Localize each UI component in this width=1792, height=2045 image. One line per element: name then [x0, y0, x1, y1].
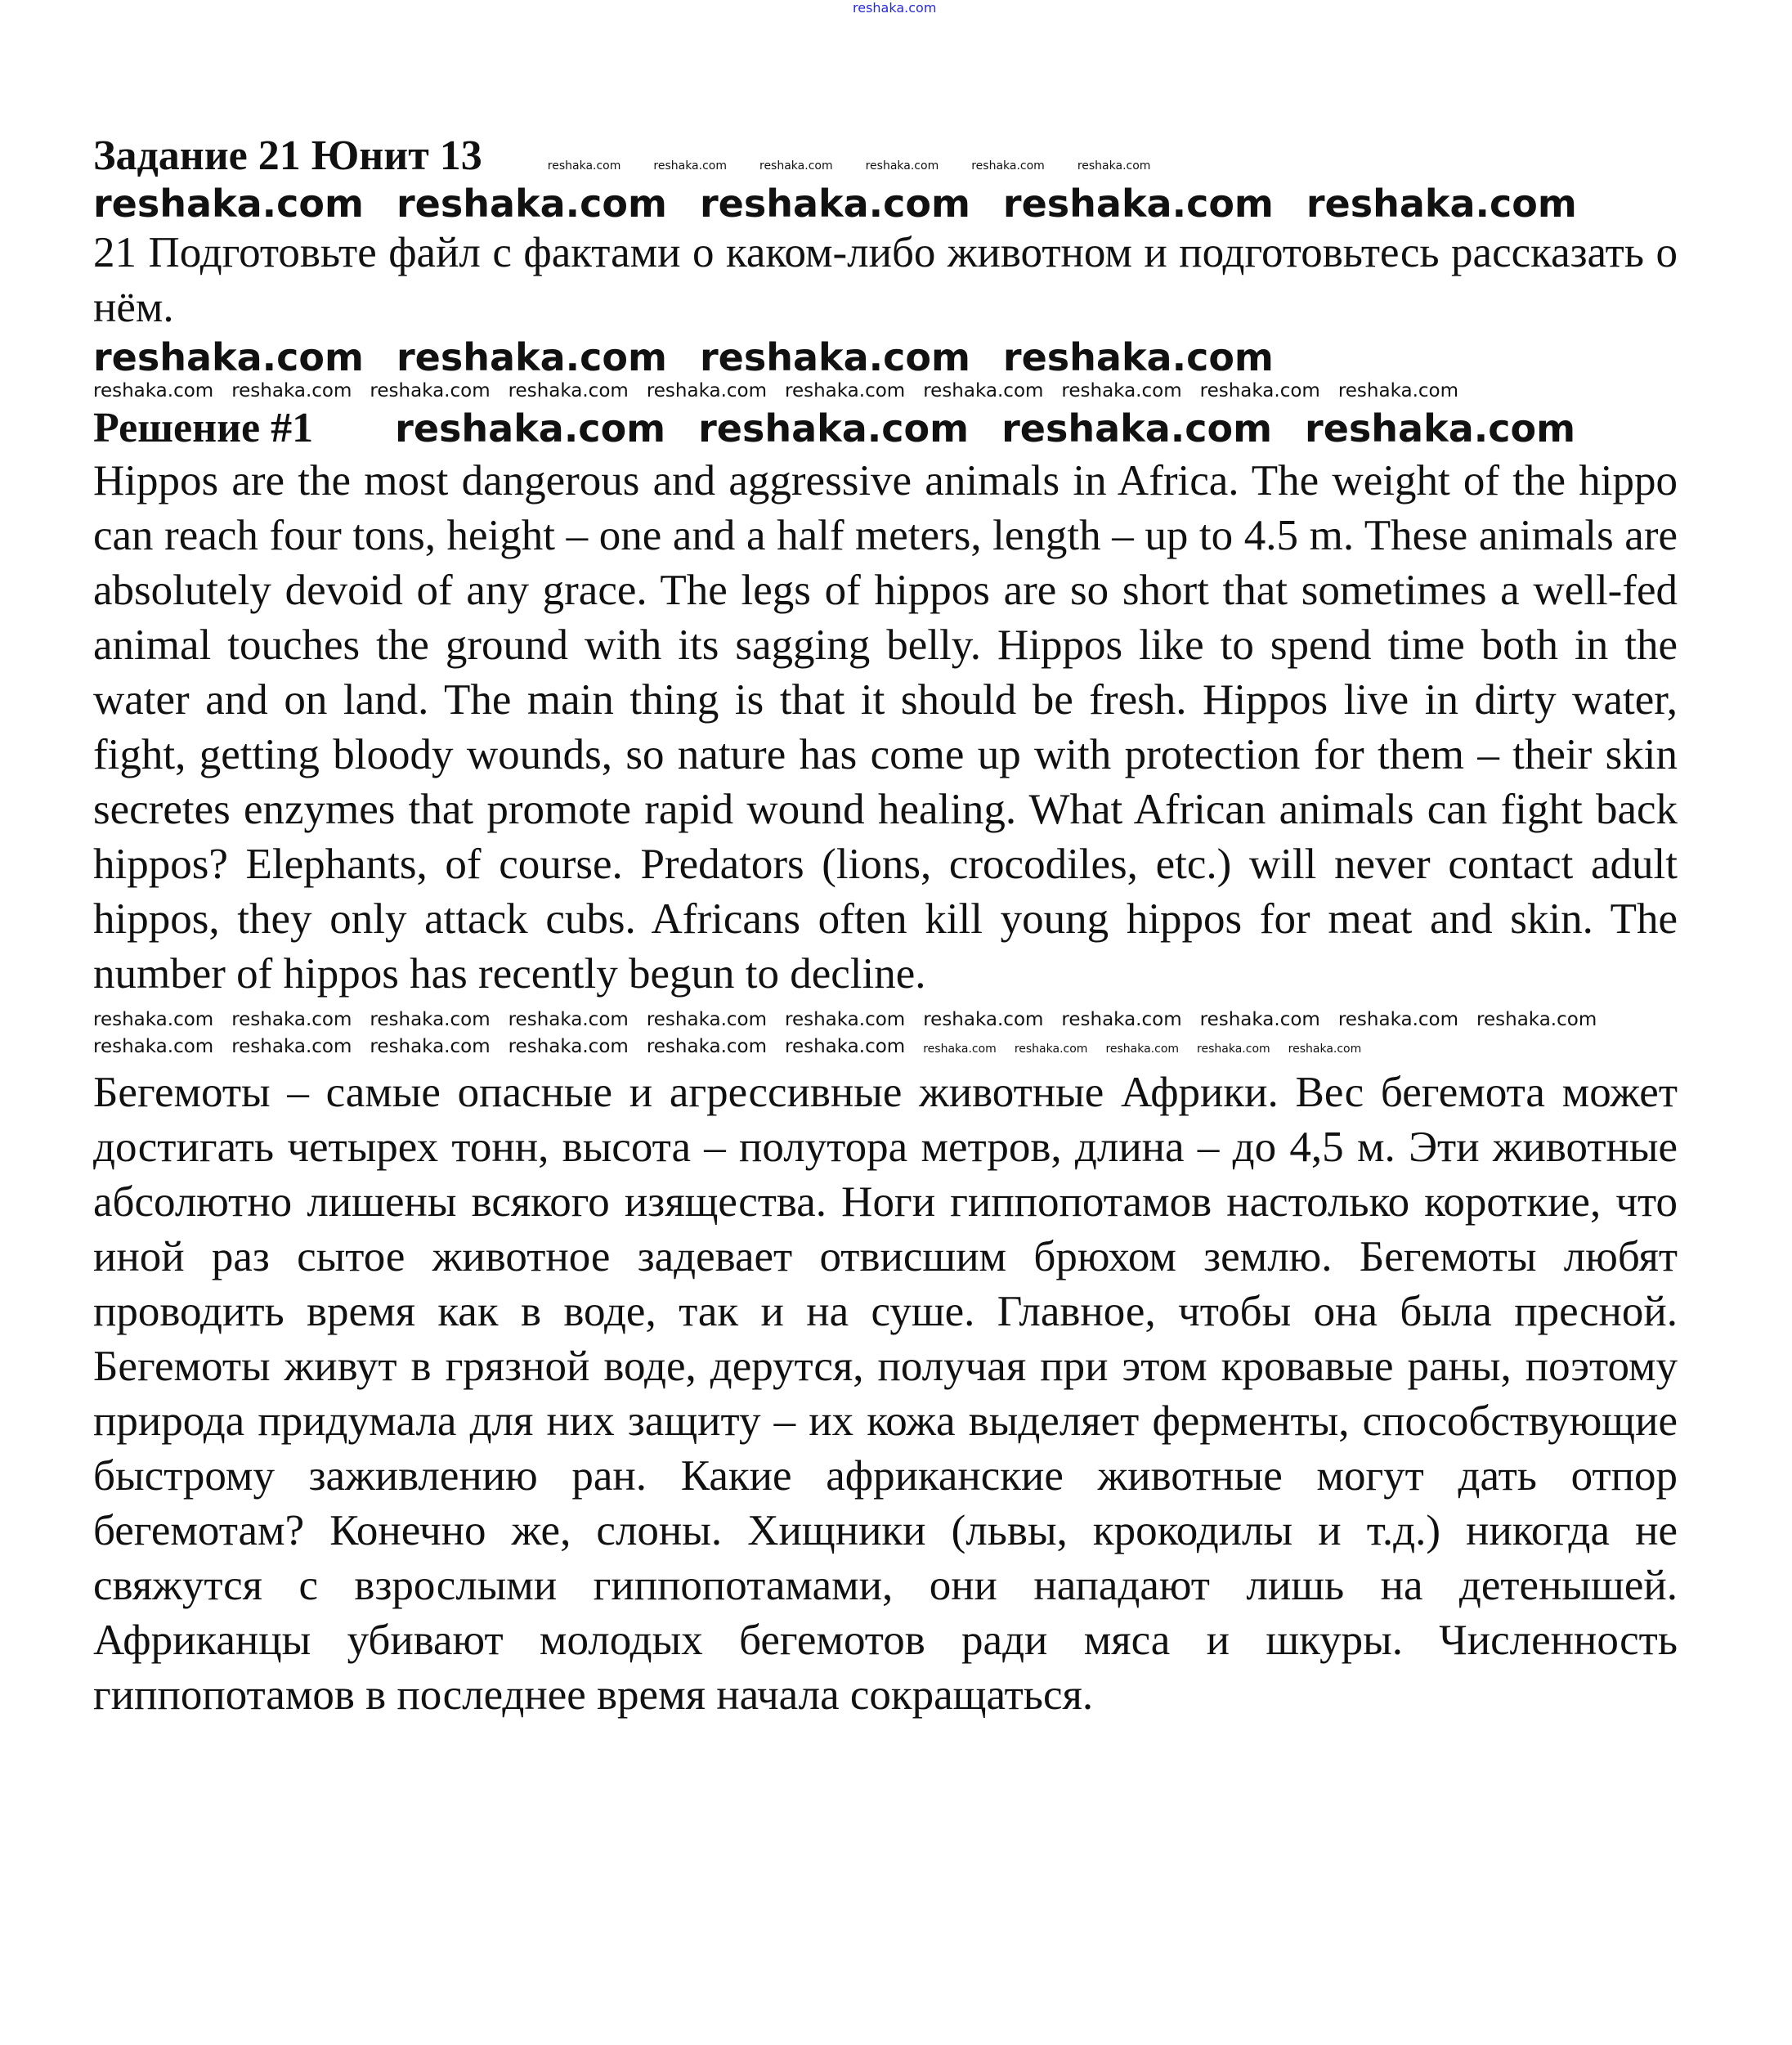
watermark: reshaka.com — [370, 1009, 491, 1030]
watermark-row — [93, 335, 1678, 379]
header-link[interactable]: reshaka.com — [853, 0, 937, 16]
watermark: reshaka.com — [93, 335, 364, 379]
watermark: reshaka.com — [1002, 182, 1274, 226]
watermark: reshaka.com — [699, 182, 970, 226]
russian-paragraph: Бегемоты – самые опасные и агрессивные животные Африки. Вес бегемота может достигать четырех тонн, высота – полутора метров, длина – до 4,5 м. Эти животные абсолютно лишены всякого изящества. Ноги гиппопотамов настолько короткие, что иной раз сытое животное задевает отвисшим брюхом землю. Бегемоты любят проводить время как в воде, так и на суше. Главное, чтобы она была пресной. Бегемоты живут в грязной воде, дерутся, получая при этом кровавые раны, поэтому природа придумала для них защиту – их кожа выделяет ферменты, способствующие быстрому заживлению ран. Какие африканские животные могут дать отпор бегемотам? Конечно же, слоны. Хищники (львы, крокодилы и т.д.) никогда не свяжутся с взрослыми гиппопотамами, они нападают лишь на детенышей. Африканцы убивают молодых бегемотов ради мяса и шкуры. Численность гиппопотамов в последнее время начала сокращаться. — [93, 1069, 1678, 1719]
watermark: reshaka.com — [971, 159, 1045, 173]
watermark: reshaka.com — [865, 159, 939, 173]
watermark: reshaka.com — [1337, 380, 1459, 401]
watermark: reshaka.com — [1197, 1043, 1270, 1056]
watermark: reshaka.com — [785, 1036, 906, 1057]
watermark-row — [93, 379, 1678, 403]
watermark: reshaka.com — [1288, 1043, 1362, 1056]
watermark: reshaka.com — [698, 406, 970, 451]
watermark: reshaka.com — [923, 1009, 1044, 1030]
watermark: reshaka.com — [1001, 406, 1273, 451]
watermark: reshaka.com — [1002, 335, 1274, 379]
watermark: reshaka.com — [93, 380, 214, 401]
watermark: reshaka.com — [1305, 406, 1576, 451]
english-paragraph: Hippos are the most dangerous and aggressive animals in Africa. The weight of the hippo can reach four tons, height – one and a half meters, length – up to 4.5 m. These animals are absolutely devoid of any grace. The legs of hippos are so short that sometimes a well-fed animal touches the ground with its sagging belly. Hippos like to spend time both in the water and on land. The main thing is that it should be fresh. Hippos live in dirty water, fight, getting bloody wounds, so nature has come up with protection for them – their skin secretes enzymes that promote rapid wound healing. What African animals can fight back hippos? Elephants, of course. Predators (lions, crocodiles, etc.) will never contact adult hippos, they only attack cubs. Africans often kill young hippos for meat and skin. The number of hippos has recently begun to decline. — [93, 457, 1678, 998]
watermark-row — [93, 182, 1678, 226]
watermark: reshaka.com — [547, 159, 621, 173]
watermark: reshaka.com — [653, 159, 727, 173]
watermark: reshaka.com — [231, 1036, 352, 1057]
solution-heading: Решение #1 — [93, 405, 314, 451]
watermark: reshaka.com — [1077, 159, 1151, 173]
watermark: reshaka.com — [646, 1036, 768, 1057]
watermark: reshaka.com — [395, 406, 666, 451]
watermark: reshaka.com — [93, 182, 364, 226]
watermark: reshaka.com — [646, 380, 768, 401]
watermark: reshaka.com — [1061, 1009, 1182, 1030]
watermark: reshaka.com — [759, 159, 833, 173]
watermark: reshaka.com — [785, 1009, 906, 1030]
task-text: 21 Подготовьте файл с фактами о каком-либо животном и подготовьтесь рассказать о нём. — [93, 229, 1678, 331]
watermark: reshaka.com — [93, 1036, 214, 1057]
watermark: reshaka.com — [508, 380, 629, 401]
page-title: Задание 21 Юнит 13 — [93, 132, 482, 179]
watermark: reshaka.com — [1105, 1043, 1180, 1056]
watermark: reshaka.com — [785, 380, 906, 401]
watermark: reshaka.com — [396, 182, 667, 226]
watermark: reshaka.com — [923, 1043, 997, 1056]
watermark: reshaka.com — [1337, 1009, 1459, 1030]
watermark: reshaka.com — [1014, 1043, 1088, 1056]
watermark: reshaka.com — [923, 380, 1044, 401]
watermark: reshaka.com — [93, 1009, 214, 1030]
watermark: reshaka.com — [231, 1009, 352, 1030]
watermark: reshaka.com — [699, 335, 970, 379]
watermark: reshaka.com — [396, 335, 667, 379]
watermark: reshaka.com — [646, 1009, 768, 1030]
watermark: reshaka.com — [508, 1036, 629, 1057]
watermark: reshaka.com — [1199, 1009, 1320, 1030]
watermark-row — [93, 1008, 1678, 1059]
document-page — [93, 131, 1678, 1723]
watermark: reshaka.com — [370, 1036, 491, 1057]
watermark: reshaka.com — [1199, 380, 1320, 401]
watermark: reshaka.com — [370, 380, 491, 401]
title-row — [93, 131, 1678, 182]
watermark: reshaka.com — [1476, 1009, 1597, 1030]
watermark: reshaka.com — [508, 1009, 629, 1030]
solution-row — [93, 403, 1678, 454]
watermark: reshaka.com — [1306, 182, 1577, 226]
watermark: reshaka.com — [231, 380, 352, 401]
watermark: reshaka.com — [1061, 380, 1182, 401]
